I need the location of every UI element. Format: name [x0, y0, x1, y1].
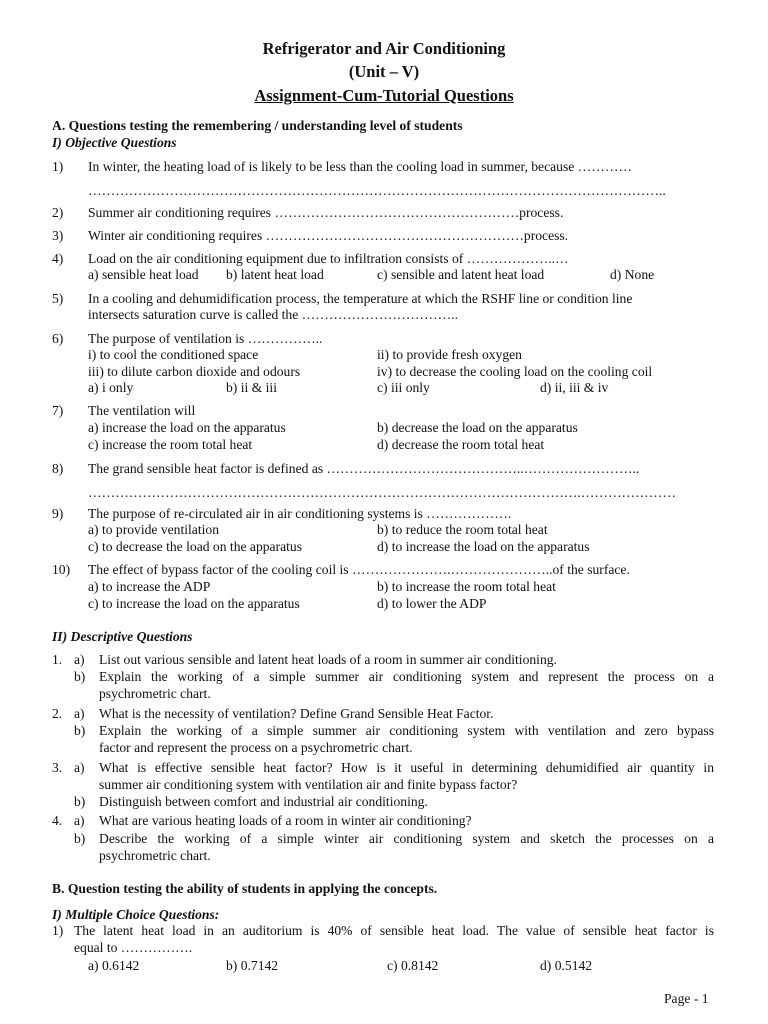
d3-a-label: a)	[74, 760, 85, 775]
d2-a-label: a)	[74, 706, 85, 721]
q7-text: The ventilation will	[88, 403, 196, 418]
q10-option-c: c) to increase the load on the apparatus	[88, 596, 300, 611]
b-q1-text: The latent heat load in an auditorium is 40% of sensible heat load. The value of sensible heat factor is	[74, 923, 714, 938]
d2-a-text: What is the necessity of ventilation? Define Grand Sensible Heat Factor.	[99, 706, 494, 721]
q10-number: 10)	[52, 562, 71, 577]
b-q1-option-b: b) 0.7142	[226, 958, 279, 973]
q2-number: 2)	[52, 205, 64, 220]
q1-number: 1)	[52, 159, 64, 174]
d3-b-label: b)	[74, 794, 86, 809]
d3-number: 3.	[52, 760, 63, 775]
d4-number: 4.	[52, 813, 63, 828]
q10-option-a: a) to increase the ADP	[88, 579, 211, 594]
d1-a-text: List out various sensible and latent heat loads of a room in summer air conditioning.	[99, 652, 557, 667]
q6-option-c: c) iii only	[377, 380, 430, 395]
b-q1-text-cont: equal to …………….	[74, 940, 193, 955]
q4-number: 4)	[52, 251, 64, 266]
d4-b-text-cont: psychrometric chart.	[99, 848, 211, 863]
q1-blank: ………………………………………………………………………………………………………………..	[88, 183, 666, 198]
q6-option-a: a) i only	[88, 380, 134, 395]
q10-option-d: d) to lower the ADP	[377, 596, 487, 611]
q6-item-i: i) to cool the conditioned space	[88, 347, 259, 362]
q9-option-d: d) to increase the load on the apparatus	[377, 539, 590, 554]
d1-number: 1.	[52, 652, 63, 667]
d4-a-text: What are various heating loads of a room in winter air conditioning?	[99, 813, 472, 828]
doc-title: Refrigerator and Air Conditioning	[262, 39, 506, 58]
q5-text: In a cooling and dehumidification process, the temperature at which the RSHF line or condition line	[88, 291, 633, 306]
q7-option-d: d) decrease the room total heat	[377, 437, 545, 452]
b-q1-option-a: a) 0.6142	[88, 958, 140, 973]
q8-text: The grand sensible heat factor is defined as ……………………………………..……………………..	[88, 461, 640, 476]
d1-b-text: Explain the working of a simple summer air conditioning system and represent the process on a	[99, 669, 714, 684]
q9-number: 9)	[52, 506, 64, 521]
q6-text: The purpose of ventilation is ……………..	[88, 331, 323, 346]
b-q1-option-c: c) 0.8142	[387, 958, 439, 973]
q4-text: Load on the air conditioning equipment due to infiltration consists of ………………..…	[88, 251, 569, 266]
q6-option-b: b) ii & iii	[226, 380, 277, 395]
section-a-heading: A. Questions testing the remembering / understanding level of students	[52, 118, 463, 133]
q6-item-iv: iv) to decrease the cooling load on the cooling coil	[377, 364, 653, 379]
q9-option-c: c) to decrease the load on the apparatus	[88, 539, 303, 554]
mcq-heading: I) Multiple Choice Questions:	[52, 907, 220, 922]
assignment-title: Assignment-Cum-Tutorial Questions	[254, 86, 514, 105]
q10-option-b: b) to increase the room total heat	[377, 579, 556, 594]
b-q1-option-d: d) 0.5142	[540, 958, 593, 973]
q6-number: 6)	[52, 331, 64, 346]
d3-a-text: What is effective sensible heat factor? How is it useful in determining dehumidified air quantity in	[99, 760, 714, 775]
q4-option-b: b) latent heat load	[226, 267, 324, 282]
q6-item-iii: iii) to dilute carbon dioxide and odours	[88, 364, 301, 379]
q9-option-a: a) to provide ventilation	[88, 522, 219, 537]
d2-b-text: Explain the working of a simple summer air conditioning system with ventilation and zero bypass	[99, 723, 714, 738]
page-number: Page - 1	[664, 991, 709, 1006]
d1-b-text-cont: psychrometric chart.	[99, 686, 211, 701]
q9-text: The purpose of re-circulated air in air conditioning systems is ……………….	[88, 506, 512, 521]
q7-option-c: c) increase the room total heat	[88, 437, 253, 452]
d2-number: 2.	[52, 706, 63, 721]
d2-b-label: b)	[74, 723, 86, 738]
d4-a-label: a)	[74, 813, 85, 828]
q8-blank: ……………………………………………………………………………………………….…………………	[88, 485, 676, 500]
unit-title: (Unit – V)	[348, 62, 420, 81]
q10-text: The effect of bypass factor of the cooling coil is ………………….…………………..of the surface.	[88, 562, 630, 577]
objective-heading: I) Objective Questions	[52, 135, 177, 150]
q3-number: 3)	[52, 228, 64, 243]
d1-a-label: a)	[74, 652, 85, 667]
section-b-heading: B. Question testing the ability of students in applying the concepts.	[52, 881, 438, 896]
q1-text: In winter, the heating load of is likely to be less than the cooling load in summer, because …………	[88, 159, 633, 174]
q4-option-a: a) sensible heat load	[88, 267, 199, 282]
descriptive-heading: II) Descriptive Questions	[52, 629, 193, 644]
b-q1-number: 1)	[52, 923, 64, 938]
d1-b-label: b)	[74, 669, 86, 684]
q6-item-ii: ii) to provide fresh oxygen	[377, 347, 522, 362]
d4-b-text: Describe the working of a simple winter air conditioning system and sketch the processes on a	[99, 831, 714, 846]
q7-number: 7)	[52, 403, 64, 418]
q4-option-d: d) None	[610, 267, 655, 282]
q2-text: Summer air conditioning requires ………………………………………………process.	[88, 205, 564, 220]
q7-option-a: a) increase the load on the apparatus	[88, 420, 286, 435]
q7-option-b: b) decrease the load on the apparatus	[377, 420, 578, 435]
q6-option-d: d) ii, iii & iv	[540, 380, 609, 395]
q8-number: 8)	[52, 461, 64, 476]
d2-b-text-cont: factor and represent the process on a psychrometric chart.	[99, 740, 413, 755]
d4-b-label: b)	[74, 831, 86, 846]
q5-text-cont: intersects saturation curve is called the ……………………………..	[88, 307, 458, 322]
d3-b-text: Distinguish between comfort and industrial air conditioning.	[99, 794, 428, 809]
d3-a-text-cont: summer air conditioning system with ventilation air and finite bypass factor?	[99, 777, 518, 792]
q4-option-c: c) sensible and latent heat load	[377, 267, 545, 282]
q5-number: 5)	[52, 291, 64, 306]
assignment-title-wrap	[0, 85, 768, 107]
q3-text: Winter air conditioning requires …………………………………………………process.	[88, 228, 569, 243]
q9-option-b: b) to reduce the room total heat	[377, 522, 548, 537]
